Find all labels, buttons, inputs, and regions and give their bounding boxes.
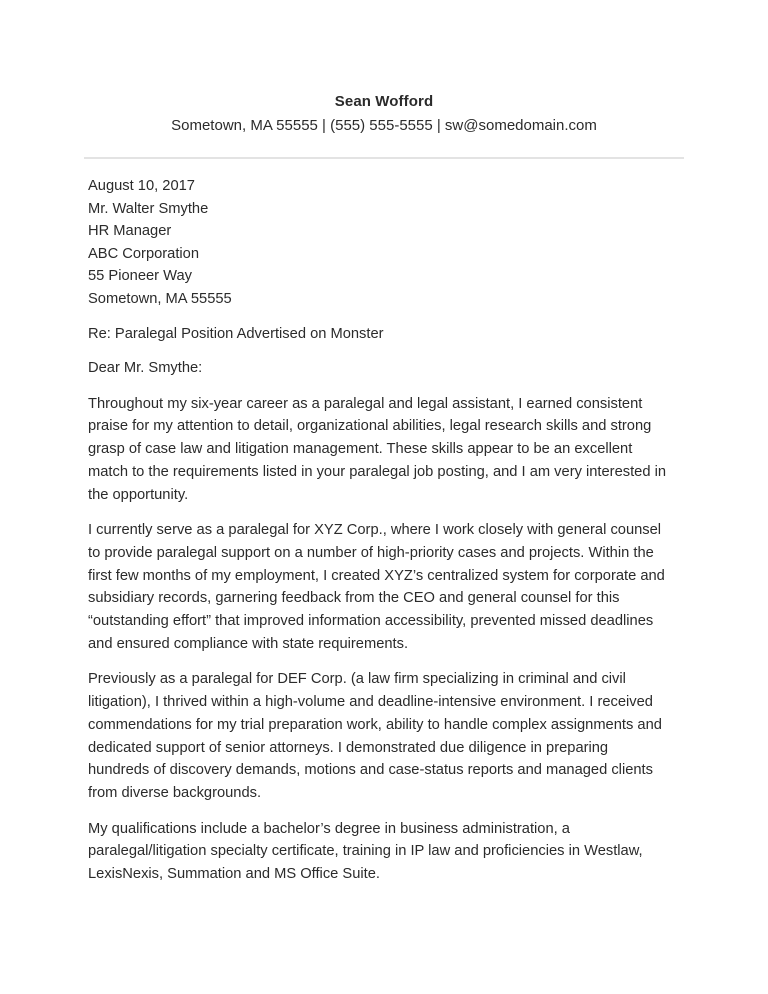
- letterhead-divider: [84, 157, 684, 159]
- body-paragraph: Previously as a paralegal for DEF Corp. (a law firm specializing in criminal and civil litigation), I thrived within a high-volume and deadline-intensive environment. I received commendations for my trial preparation work, ability to handle complex assignments and dedicated support of senior attorneys. I demonstrated due diligence in preparing hundreds of discovery demands, motions and case-status reports and managed clients from diverse backgrounds.: [88, 671, 662, 801]
- sender-name: Sean Wofford: [334, 93, 434, 110]
- recipient-company: ABC Corporation: [88, 245, 200, 262]
- address-block: [88, 175, 672, 311]
- recipient-name: Mr. Walter Smythe: [88, 200, 209, 217]
- recipient-city-state-zip: Sometown, MA 55555: [88, 290, 232, 307]
- body-paragraph: Throughout my six-year career as a paralegal and legal assistant, I earned consistent praise for my attention to detail, organizational abilities, legal research skills and strong grasp of case law and litigation management. These skills appear to be an excellent match to the requirements listed in your paralegal job posting, and I am very interested in the opportunity.: [88, 395, 667, 503]
- recipient-street: 55 Pioneer Way: [88, 268, 192, 285]
- body-paragraph: My qualifications include a bachelor’s degree in business administration, a paralegal/litigation specialty certificate, training in IP law and proficiencies in Westlaw, LexisNexis, Summation and MS Office Suite.: [88, 820, 643, 883]
- body-paragraph: I currently serve as a paralegal for XYZ Corp., where I work closely with general counsel to provide paralegal support on a number of high-priority cases and projects. Within the first few months of my employment, I created XYZ’s centralized system for corporate and subsidiary records, garnering feedback from the CEO and general counsel for this “outstanding effort” that improved information accessibility, prevented missed deadlines and ensured compliance with state requirements.: [88, 522, 665, 652]
- recipient-title: HR Manager: [88, 223, 172, 240]
- salutation: Dear Mr. Smythe:: [88, 360, 203, 377]
- letterhead: [0, 0, 768, 137]
- subject-line: Re: Paralegal Position Advertised on Monster: [88, 325, 384, 342]
- letter-body: [0, 175, 672, 886]
- letter-date: August 10, 2017: [88, 178, 195, 194]
- sender-contact-line: Sometown, MA 55555 | (555) 555-5555 | sw@somedomain.com: [171, 117, 597, 134]
